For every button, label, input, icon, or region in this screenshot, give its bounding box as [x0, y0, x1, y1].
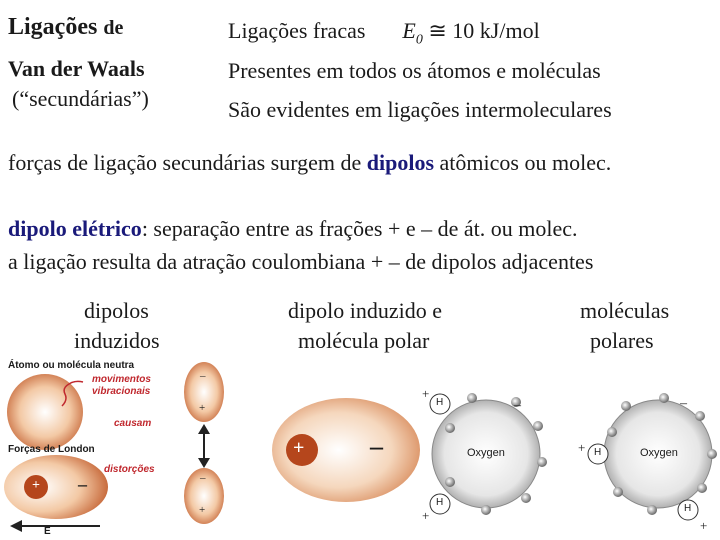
- heading-van-der-waals: Van der Waals: [8, 56, 145, 81]
- induced-dipole-figure: [262, 388, 422, 530]
- weak-bonds-label: Ligações fracas: [228, 18, 366, 43]
- electron-a6: [481, 505, 491, 515]
- energy-subscript: 0: [415, 32, 423, 48]
- col3-line2: polares: [590, 328, 654, 353]
- electron-a3: [533, 421, 543, 431]
- electron-b3: [695, 411, 705, 421]
- fig2-plus-sign: +: [293, 437, 305, 459]
- electron-b8: [647, 505, 657, 515]
- neutral-atom-sphere: [7, 374, 83, 450]
- oxygen-label-b: Oxygen: [640, 447, 678, 459]
- fig3-plus-b-bottom: +: [700, 518, 708, 533]
- dipole-definition-bold: dipolo elétrico: [8, 216, 142, 241]
- label-forcas-london: Forças de London: [8, 444, 95, 455]
- label-vibracionais: vibracionais: [92, 386, 151, 397]
- induction-arrow-up: [198, 424, 210, 434]
- label-distorcoes: distorções: [104, 464, 155, 475]
- fig1-plus-sign: +: [32, 478, 40, 493]
- field-arrow-head: [10, 520, 22, 532]
- dipole-definition-line: [8, 216, 578, 242]
- electron-b2: [659, 393, 669, 403]
- col3-line1: moléculas: [580, 298, 670, 323]
- attraction-line: a ligação resulta da atração coulombiana + – de dipolos adjacentes: [8, 249, 594, 274]
- heading-ligacoes: [8, 14, 123, 41]
- oxygen-label-a: Oxygen: [467, 447, 505, 459]
- fig1-top-minus: –: [200, 370, 206, 382]
- fig1-bottom-plus: +: [199, 504, 206, 516]
- electron-a5: [521, 493, 531, 503]
- col1-line1: dipolos: [84, 298, 149, 323]
- label-causam: causam: [114, 418, 152, 429]
- forces-line: [8, 150, 611, 176]
- h-label-b-bottom: H: [684, 503, 692, 514]
- forces-line-pre: forças de ligação secundárias surgem de: [8, 150, 367, 175]
- col2-line2: molécula polar: [298, 328, 430, 353]
- fig3-plus-a-bottom: +: [422, 508, 430, 523]
- forces-line-post: atômicos ou molec.: [434, 150, 612, 175]
- electron-b5: [697, 483, 707, 493]
- h-label-a-top: H: [436, 397, 444, 408]
- evident-line: São evidentes em ligações intermoleculares: [228, 97, 612, 122]
- fig2-minus-sign: –: [370, 432, 383, 461]
- electron-b7: [607, 427, 617, 437]
- h-label-b-left: H: [594, 447, 602, 458]
- electron-b4: [707, 449, 717, 459]
- heading-ligacoes-word: Ligações: [8, 14, 98, 40]
- energy-value: ≅ 10 kJ/mol: [428, 18, 540, 43]
- heading-de-word: de: [103, 17, 124, 39]
- distorted-atom-ellipse: [4, 455, 108, 519]
- electron-b6: [613, 487, 623, 497]
- induction-arrow-down: [198, 458, 210, 468]
- fig3-minus-a: –: [514, 398, 521, 413]
- col1-line2: induzidos: [74, 328, 160, 353]
- heading-secundarias: (“secundárias”): [12, 86, 149, 111]
- electron-b1: [621, 401, 631, 411]
- present-line: Presentes em todos os átomos e moléculas: [228, 58, 601, 83]
- fig1-e-label: E: [44, 526, 51, 537]
- energy-symbol: E: [402, 18, 416, 43]
- fig1-bottom-minus: –: [200, 472, 206, 484]
- col2-line1: dipolo induzido e: [288, 298, 442, 323]
- neutral-atom-title: Átomo ou molécula neutra: [8, 360, 135, 371]
- electron-a8: [445, 477, 455, 487]
- fig1-minus-sign: –: [78, 474, 87, 494]
- fig3-plus-a-top: +: [422, 386, 430, 401]
- fig3-minus-b: –: [680, 396, 687, 411]
- electron-a4: [537, 457, 547, 467]
- label-movimentos: movimentos: [92, 374, 151, 385]
- electron-a1: [467, 393, 477, 403]
- h-label-a-bottom: H: [436, 497, 444, 508]
- weak-bonds-line: [228, 18, 540, 48]
- fig1-top-plus: +: [199, 402, 206, 414]
- dipole-definition-post: : separação entre as frações + e – de át. ou molec.: [141, 216, 578, 241]
- forces-line-bold: dipolos: [366, 150, 435, 175]
- electron-a7: [445, 423, 455, 433]
- fig3-plus-b-left: +: [578, 440, 586, 455]
